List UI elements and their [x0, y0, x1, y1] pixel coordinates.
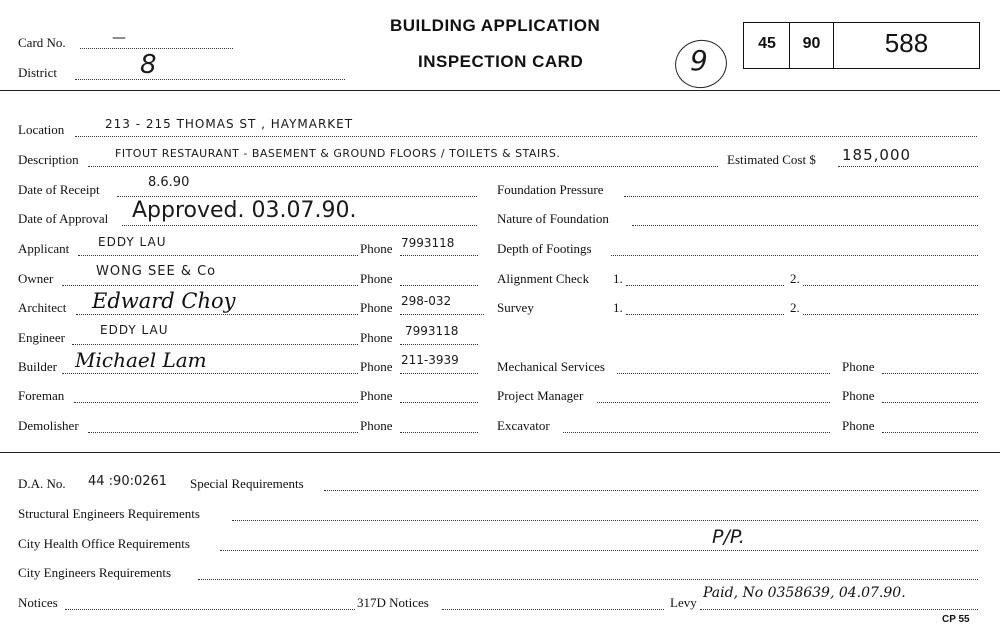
builder-phone-value: 211-3939	[401, 353, 459, 367]
alignment-line-2	[803, 285, 978, 286]
location-line	[75, 136, 977, 137]
survey-line-2	[803, 314, 978, 315]
estimated-cost-line	[838, 166, 978, 167]
project-manager-phone-label: Phone	[842, 388, 875, 403]
estimated-cost-label: Estimated Cost $	[727, 152, 816, 167]
engineer-phone-label: Phone	[360, 330, 393, 345]
form-code: CP 55	[942, 614, 970, 625]
builder-line	[62, 373, 358, 374]
demolisher-phone-label: Phone	[360, 418, 393, 433]
levy-line	[700, 609, 978, 610]
date-approval-label: Date of Approval	[18, 211, 109, 226]
date-receipt-value: 8.6.90	[148, 175, 190, 190]
file-code-b: 90	[802, 35, 821, 52]
demolisher-label: Demolisher	[18, 418, 79, 433]
architect-phone-label: Phone	[360, 300, 393, 315]
alignment-line-1	[626, 285, 784, 286]
estimated-cost-value: 185,000	[842, 146, 912, 164]
engineer-phone-value: 7993118	[405, 324, 459, 338]
structural-label: Structural Engineers Requirements	[18, 506, 200, 521]
builder-phone-line	[400, 373, 478, 374]
owner-phone-label: Phone	[360, 271, 393, 286]
file-code-divider-b	[833, 23, 834, 68]
description-label: Description	[18, 152, 79, 167]
notices-317d-label: 317D Notices	[357, 595, 429, 610]
excavator-phone-label: Phone	[842, 418, 875, 433]
excavator-line	[563, 432, 830, 433]
engineer-line	[72, 344, 358, 345]
section-divider	[0, 452, 1000, 453]
foreman-phone-line	[400, 402, 478, 403]
date-receipt-line	[117, 196, 477, 197]
special-req-line	[324, 490, 978, 491]
city-eng-line	[198, 579, 978, 580]
project-manager-line	[597, 402, 830, 403]
applicant-line	[78, 255, 358, 256]
nature-foundation-label: Nature of Foundation	[497, 211, 609, 226]
levy-value: Paid, No 0358639, 04.07.90.	[703, 585, 906, 601]
owner-phone-line	[400, 285, 478, 286]
city-eng-label: City Engineers Requirements	[18, 565, 172, 580]
alignment-check-label: Alignment Check	[497, 271, 590, 286]
form-title-line2: INSPECTION CARD	[418, 52, 584, 71]
file-code-c: 588	[884, 28, 929, 58]
survey-line-1	[626, 314, 784, 315]
foreman-label: Foreman	[18, 388, 65, 403]
structural-line	[232, 520, 978, 521]
builder-value: Michael Lam	[75, 348, 207, 372]
file-code-a: 45	[758, 35, 776, 52]
foundation-pressure-line	[624, 196, 978, 197]
date-approval-line	[122, 225, 477, 226]
engineer-value: EDDY LAU	[100, 323, 169, 337]
mechanical-label: Mechanical Services	[497, 359, 605, 374]
mechanical-line	[617, 373, 830, 374]
description-line	[88, 166, 718, 167]
applicant-phone-label: Phone	[360, 241, 393, 256]
demolisher-line	[88, 432, 358, 433]
location-label: Location	[18, 122, 65, 137]
card-no-line	[80, 48, 233, 49]
notices-317d-line	[442, 609, 664, 610]
special-req-label: Special Requirements	[190, 476, 304, 491]
health-label: City Health Office Requirements	[18, 536, 190, 551]
excavator-label: Excavator	[497, 418, 550, 433]
applicant-label: Applicant	[18, 241, 70, 256]
da-no-value: 44 :90:0261	[88, 474, 168, 489]
notices-label: Notices	[18, 595, 58, 610]
architect-phone-value: 298-032	[401, 294, 452, 308]
health-value: P/P.	[712, 526, 745, 548]
form-title-line1: BUILDING APPLICATION	[390, 16, 601, 35]
depth-footings-line	[611, 255, 978, 256]
district-label: District	[18, 65, 57, 80]
builder-phone-label: Phone	[360, 359, 393, 374]
survey-label: Survey	[497, 300, 534, 315]
da-no-label: D.A. No.	[18, 476, 66, 491]
survey-num-1: 1.	[613, 300, 623, 315]
applicant-phone-value: 7993118	[401, 236, 455, 250]
engineer-label: Engineer	[18, 330, 65, 345]
project-manager-phone-line	[882, 402, 978, 403]
owner-value: WONG SEE & Co	[96, 264, 217, 279]
owner-line	[62, 285, 358, 286]
alignment-num-2: 2.	[790, 271, 800, 286]
project-manager-label: Project Manager	[497, 388, 584, 403]
health-line	[220, 550, 978, 551]
mechanical-phone-line	[882, 373, 978, 374]
mechanical-phone-label: Phone	[842, 359, 875, 374]
card-no-label: Card No.	[18, 35, 66, 50]
card-no-value: —	[112, 30, 126, 46]
circled-number: 9	[690, 44, 708, 77]
date-approval-value: Approved. 03.07.90.	[132, 198, 357, 223]
location-value: 213 - 215 THOMAS ST , HAYMARKET	[105, 117, 354, 131]
district-value: 8	[140, 50, 157, 80]
architect-value: Edward Choy	[92, 289, 236, 313]
alignment-num-1: 1.	[613, 271, 623, 286]
engineer-phone-line	[400, 344, 478, 345]
owner-label: Owner	[18, 271, 54, 286]
builder-label: Builder	[18, 359, 57, 374]
header-divider	[0, 90, 1000, 91]
demolisher-phone-line	[400, 432, 478, 433]
architect-label: Architect	[18, 300, 67, 315]
date-receipt-label: Date of Receipt	[18, 182, 100, 197]
foundation-pressure-label: Foundation Pressure	[497, 182, 604, 197]
architect-phone-line	[400, 314, 484, 315]
depth-footings-label: Depth of Footings	[497, 241, 592, 256]
notices-line	[65, 609, 355, 610]
description-value: FITOUT RESTAURANT - BASEMENT & GROUND FLOORS / TOILETS & STAIRS.	[115, 147, 561, 160]
survey-num-2: 2.	[790, 300, 800, 315]
levy-label: Levy	[670, 595, 697, 610]
applicant-value: EDDY LAU	[98, 235, 167, 249]
excavator-phone-line	[882, 432, 978, 433]
applicant-phone-line	[400, 255, 478, 256]
foreman-phone-label: Phone	[360, 388, 393, 403]
foreman-line	[74, 402, 358, 403]
nature-foundation-line	[632, 225, 978, 226]
architect-line	[76, 314, 358, 315]
district-line	[75, 79, 345, 80]
